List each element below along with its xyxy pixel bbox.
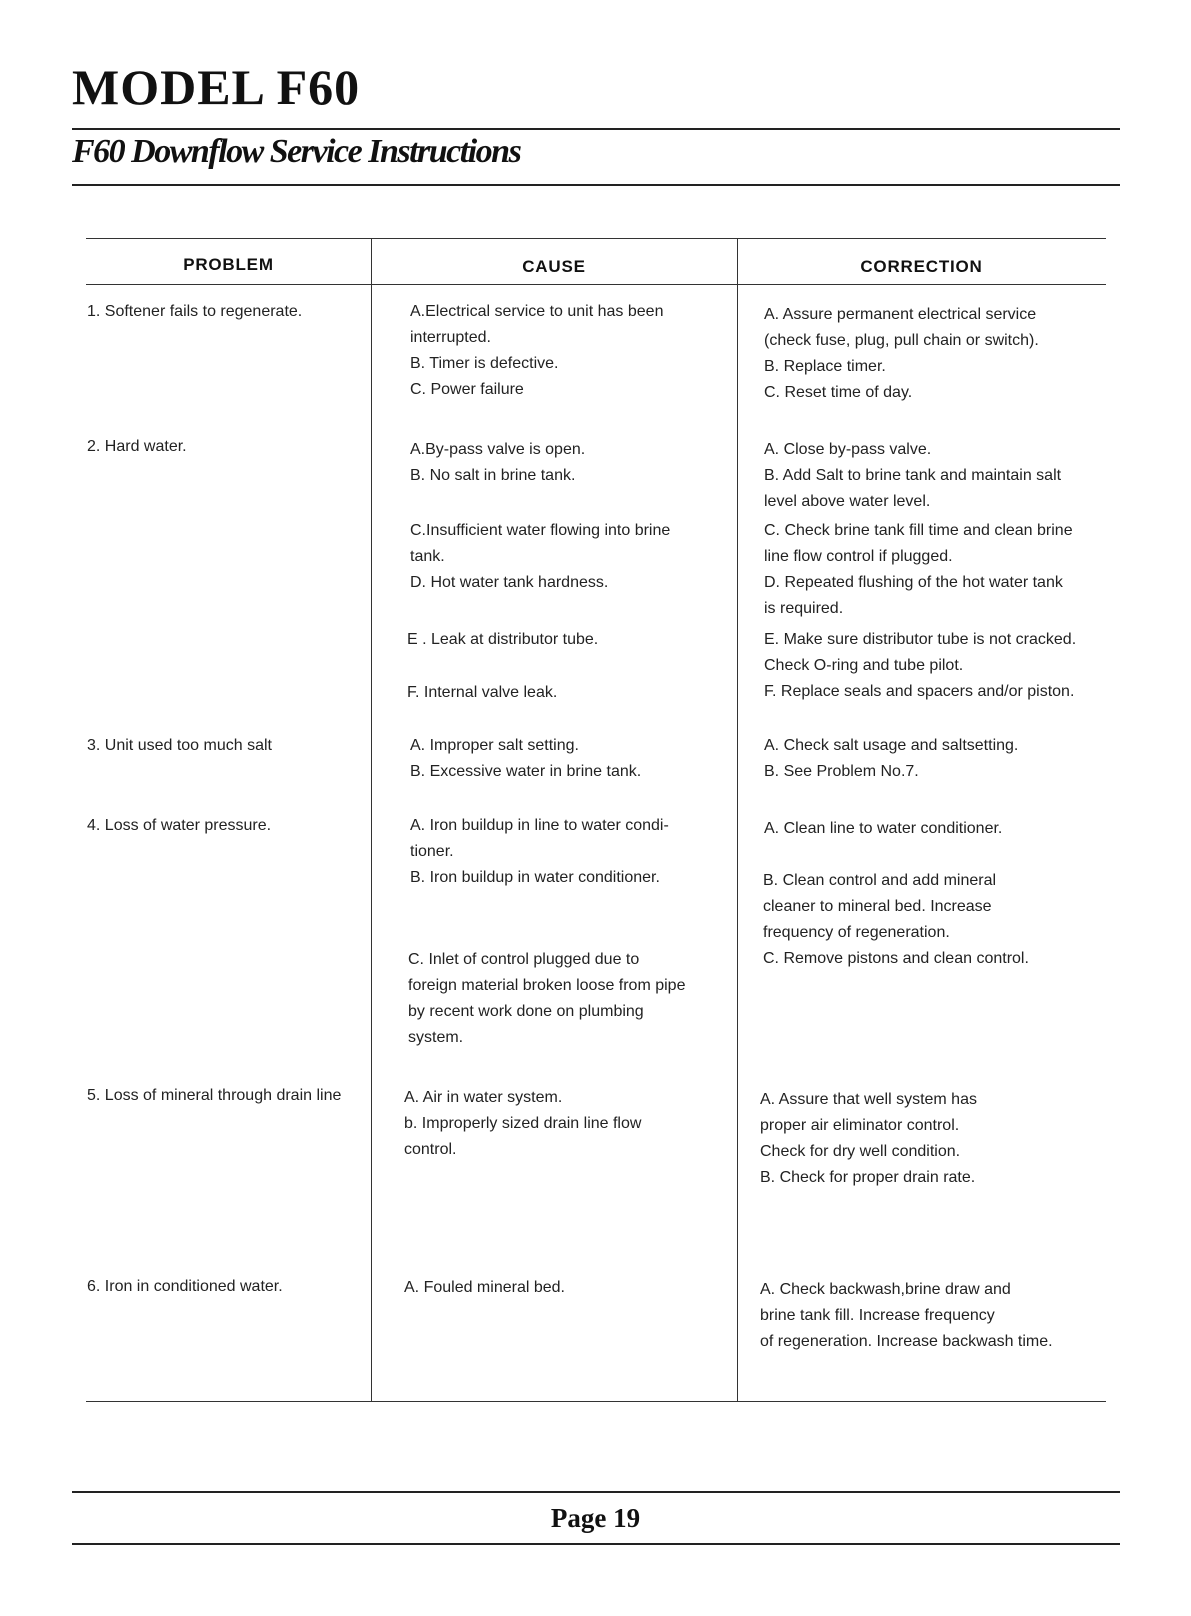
cause-cell: A.Electrical service to unit has been interrupted. B. Timer is defective. C. Power failure [410, 303, 664, 398]
cause-cell: E . Leak at distributor tube. [407, 631, 599, 648]
table-bottom-border [86, 1401, 1106, 1402]
cause-cell: C. Inlet of control plugged due to foreign material broken loose from pipe by recent work done on plumbing system. [408, 951, 686, 1046]
cause-cell: A.By-pass valve is open. B. No salt in brine tank. [410, 441, 586, 484]
cause-cell: A. Fouled mineral bed. [404, 1279, 565, 1296]
cause-cell: A. Iron buildup in line to water condi- tioner. B. Iron buildup in water conditioner. [410, 817, 669, 886]
correction-cell: A. Check salt usage and saltsetting. B. See Problem No.7. [764, 737, 1019, 780]
column-divider-2 [737, 238, 738, 1401]
problem-cell: 2. Hard water. [87, 438, 187, 455]
problem-cell: 3. Unit used too much salt [87, 737, 272, 754]
header-rule-top [72, 128, 1120, 130]
header-correction: CORRECTION [860, 257, 983, 276]
correction-cell: C. Check brine tank fill time and clean brine line flow control if plugged. D. Repeated flushing of the hot water tank is required. [764, 522, 1073, 617]
correction-cell: E. Make sure distributor tube is not cracked. Check O-ring and tube pilot. F. Replace seals and spacers and/or piston. [764, 631, 1077, 700]
correction-cell: B. Clean control and add mineral cleaner to mineral bed. Increase frequency of regeneration. C. Remove pistons and clean control. [763, 872, 1029, 967]
cause-cell: A. Air in water system. b. Improperly sized drain line flow control. [404, 1089, 642, 1158]
problem-cell: 1. Softener fails to regenerate. [87, 303, 303, 320]
header-cause: CAUSE [522, 257, 586, 276]
correction-cell: A. Clean line to water conditioner. [764, 820, 1003, 837]
correction-cell: A. Close by-pass valve. B. Add Salt to brine tank and maintain salt level above water level. [764, 441, 1062, 510]
correction-cell: A. Check backwash,brine draw and brine tank fill. Increase frequency of regeneration. Increase backwash time. [760, 1281, 1053, 1350]
page-subtitle: F60 Downflow Service Instructions [72, 133, 521, 170]
footer-rule-top [72, 1491, 1120, 1493]
cause-cell: C.Insufficient water flowing into brine tank. D. Hot water tank hardness. [410, 522, 671, 591]
cause-cell: A. Improper salt setting. B. Excessive water in brine tank. [410, 737, 642, 780]
model-title: MODEL F60 [72, 59, 361, 115]
problem-cell: 5. Loss of mineral through drain line [87, 1087, 342, 1104]
page-number: Page 19 [550, 1503, 641, 1533]
problem-cell: 4. Loss of water pressure. [87, 817, 272, 834]
correction-cell: A. Assure that well system has proper air eliminator control. Check for dry well condition. B. Check for proper drain rate. [760, 1091, 977, 1186]
table-header-border [86, 284, 1106, 285]
problem-cell: 6. Iron in conditioned water. [87, 1278, 283, 1295]
cause-cell: F. Internal valve leak. [407, 684, 558, 701]
header-problem: PROBLEM [183, 255, 274, 274]
correction-cell: A. Assure permanent electrical service (check fuse, plug, pull chain or switch). B. Replace timer. C. Reset time of day. [764, 306, 1039, 401]
header-rule-bottom [72, 184, 1120, 186]
table-top-border [86, 238, 1106, 239]
footer-rule-bottom [72, 1543, 1120, 1545]
column-divider-1 [371, 238, 372, 1401]
